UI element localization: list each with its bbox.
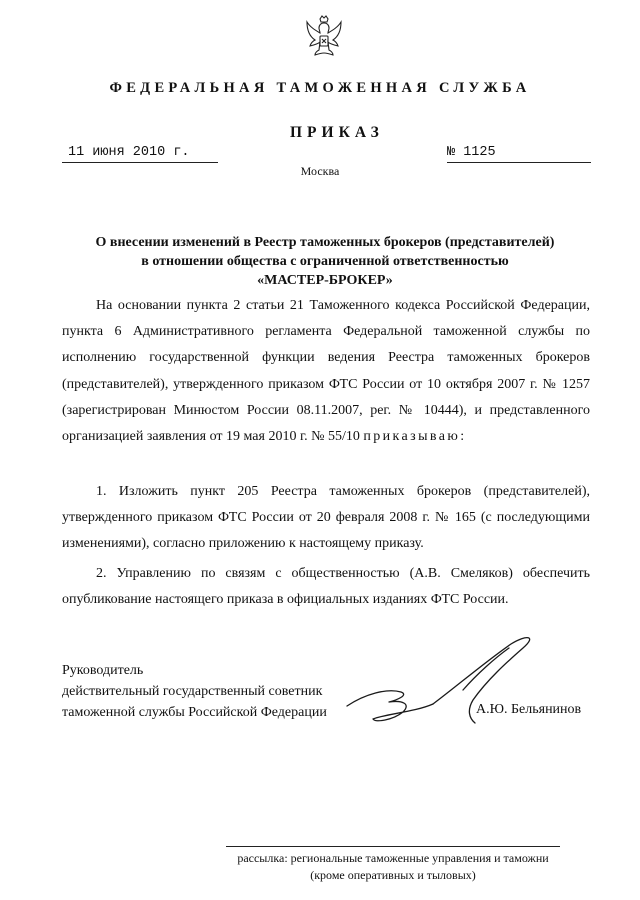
order-date: 11 июня 2010 г. xyxy=(68,145,190,160)
distribution-note xyxy=(226,850,560,884)
document-type: ПРИКАЗ xyxy=(290,124,384,141)
number-underline xyxy=(447,162,591,163)
distribution-line-1: рассылка: региональные таможенные управления и таможни xyxy=(237,851,549,865)
subject-line-2: в отношении общества с ограниченной ответственностью xyxy=(141,254,509,269)
handwritten-signature xyxy=(345,628,545,740)
signer-title-line-1: Руководитель xyxy=(62,663,144,678)
subject-line-1: О внесении изменений в Реестр таможенных брокеров (представителей) xyxy=(95,235,555,250)
date-underline xyxy=(62,162,218,163)
signer-title-line-3: таможенной службы Российской Федерации xyxy=(62,705,327,720)
preamble-text: На основании пункта 2 статьи 21 Таможенного кодекса Российской Федерации, пункта 6 Административного регламента Федеральной таможенной службы по исполнению государственной функции ведения Реестра таможенных брокеров (представителей), утвержденного приказом ФТС России от 10 октября 2007 г. № 1257 (зарегистрирован Минюстом России 08.11.2007, рег. № 10444), и представленного организацией заявления от 19 мая 2010 г. № 55/10 xyxy=(62,298,590,445)
distribution-line-2: (кроме оперативных и тыловых) xyxy=(310,868,476,882)
city: Москва xyxy=(300,164,340,178)
agency-name: ФЕДЕРАЛЬНАЯ ТАМОЖЕННАЯ СЛУЖБА xyxy=(109,80,531,96)
footer-divider xyxy=(226,846,560,847)
signer-title-line-2: действительный государственный советник xyxy=(62,684,323,699)
order-item-2: 2. Управлению по связям с общественностью (А.В. Смеляков) обеспечить опубликование настоящего приказа в официальных изданиях ФТС России. xyxy=(62,566,590,608)
preamble-paragraph xyxy=(62,293,590,450)
coat-of-arms-icon xyxy=(304,14,344,64)
signer-name: А.Ю. Бельянинов xyxy=(476,702,582,717)
order-word: приказываю: xyxy=(363,429,467,445)
signer-title xyxy=(62,660,327,723)
order-number: № 1125 xyxy=(447,145,496,160)
order-item-1: 1. Изложить пункт 205 Реестра таможенных брокеров (представителей), утвержденного приказом ФТС России от 20 февраля 2008 г. № 165 (с последующими изменениями), согласно приложению к настоящему приказу. xyxy=(62,484,590,552)
subject-line-3: «МАСТЕР-БРОКЕР» xyxy=(257,273,393,288)
order-subject xyxy=(60,233,590,290)
